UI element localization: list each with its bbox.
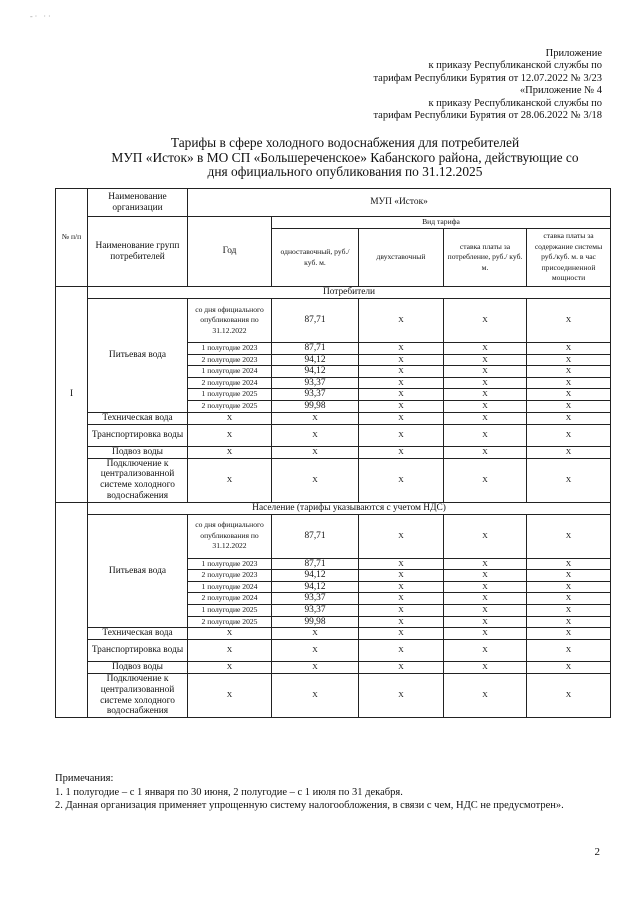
two-rate-value: X (359, 412, 444, 424)
one-rate-value: X (272, 412, 359, 424)
two-rate-value: X (359, 400, 444, 412)
consumption-value: X (444, 581, 527, 593)
one-rate-value: X (272, 458, 359, 502)
group-name: Подключение к централизованной системе холодного водоснабжения (88, 674, 188, 718)
two-rate-value: X (359, 299, 444, 343)
header-line: «Приложение № 4 (519, 85, 602, 97)
period-cell: 1 полугодие 2024 (188, 581, 272, 593)
maintenance-value: X (527, 446, 611, 458)
two-rate-value: X (359, 343, 444, 355)
consumption-value: X (444, 299, 527, 343)
maintenance-value: X (527, 570, 611, 582)
period-cell: X (188, 628, 272, 640)
one-rate-value: 93,37 (272, 593, 359, 605)
two-rate-value: X (359, 354, 444, 366)
consumption-value: X (444, 458, 527, 502)
group-name: Транспортировка воды (88, 640, 188, 662)
group-drinking-water: Питьевая вода (88, 299, 188, 413)
period-cell: 1 полугодие 2024 (188, 366, 272, 378)
section-title-row (56, 287, 611, 299)
period-cell: 2 полугодие 2024 (188, 377, 272, 389)
table-row (56, 412, 611, 424)
appendix-header (302, 48, 602, 122)
maintenance-value: X (527, 662, 611, 674)
two-rate-value: X (359, 616, 444, 628)
period-cell: 1 полугодие 2023 (188, 343, 272, 355)
maintenance-value: X (527, 299, 611, 343)
table-row (56, 640, 611, 662)
period-cell: X (188, 640, 272, 662)
consumption-value: X (444, 514, 527, 558)
maintenance-value: X (527, 604, 611, 616)
consumption-value: X (444, 400, 527, 412)
two-rate-value: X (359, 446, 444, 458)
consumption-value: X (444, 616, 527, 628)
tariff-table (55, 188, 611, 718)
maintenance-value: X (527, 377, 611, 389)
header-line: к приказу Республиканской службы по (428, 60, 602, 72)
maintenance-value: X (527, 581, 611, 593)
title-line: Тарифы в сфере холодного водоснабжения для потребителей (170, 135, 520, 150)
maintenance-value: X (527, 412, 611, 424)
period-cell: X (188, 446, 272, 458)
maintenance-value: X (527, 558, 611, 570)
table-row (56, 662, 611, 674)
consumption-value: X (444, 412, 527, 424)
consumption-value: X (444, 662, 527, 674)
maintenance-value: X (527, 593, 611, 605)
consumption-value: X (444, 446, 527, 458)
group-name: Техническая вода (88, 628, 188, 640)
maintenance-value: X (527, 458, 611, 502)
group-name: Подвоз воды (88, 446, 188, 458)
row-number (56, 502, 88, 718)
one-rate-value: X (272, 424, 359, 446)
consumption-value: X (444, 570, 527, 582)
one-rate-value: X (272, 662, 359, 674)
group-name: Техническая вода (88, 412, 188, 424)
one-rate-value: X (272, 640, 359, 662)
header-group-label: Наименование групп потребителей (88, 217, 188, 287)
table-row (56, 424, 611, 446)
maintenance-value: X (527, 389, 611, 401)
two-rate-value: X (359, 593, 444, 605)
two-rate-value: X (359, 570, 444, 582)
maintenance-value: X (527, 674, 611, 718)
period-cell: со дня официального опубликования по 31.12.2022 (188, 299, 272, 343)
one-rate-value: 94,12 (272, 366, 359, 378)
note-item: 2. Данная организация применяет упрощенную систему налогообложения, в связи с чем, НДС не предусмотрен». (55, 800, 564, 812)
two-rate-value: X (359, 389, 444, 401)
period-cell: 1 полугодие 2023 (188, 558, 272, 570)
two-rate-value: X (359, 640, 444, 662)
consumption-value: X (444, 389, 527, 401)
consumption-value: X (444, 366, 527, 378)
table-row (56, 458, 611, 502)
one-rate-value: 93,37 (272, 604, 359, 616)
maintenance-value: X (527, 343, 611, 355)
one-rate-value: 99,98 (272, 400, 359, 412)
note-item: 1. 1 полугодие – с 1 января по 30 июня, 2 полугодие – с 1 июля по 31 декабря. (55, 786, 403, 798)
consumption-value: X (444, 674, 527, 718)
period-cell: X (188, 674, 272, 718)
consumption-value: X (444, 343, 527, 355)
header-line: тарифам Республики Бурятия от 28.06.2022 № 3/18 (373, 110, 602, 122)
period-cell: 2 полугодие 2023 (188, 354, 272, 366)
period-cell: X (188, 662, 272, 674)
header-line: Приложение (545, 48, 602, 59)
section-title: Потребители (88, 287, 611, 299)
scan-mark: -· ·· (30, 12, 53, 21)
table-row (56, 446, 611, 458)
maintenance-value: X (527, 354, 611, 366)
two-rate-value: X (359, 581, 444, 593)
header-number: № п/п (56, 189, 88, 287)
period-cell: X (188, 412, 272, 424)
consumption-value: X (444, 640, 527, 662)
title-line: МУП «Исток» в МО СП «Большереченское» Кабанского района, действующие со (111, 149, 579, 165)
period-cell: со дня официального опубликования по 31.12.2022 (188, 514, 272, 558)
maintenance-value: X (527, 514, 611, 558)
period-cell: 2 полугодие 2023 (188, 570, 272, 582)
table-row (56, 514, 611, 558)
one-rate-value: 93,37 (272, 377, 359, 389)
maintenance-value: X (527, 366, 611, 378)
group-name: Подключение к централизованной системе холодного водоснабжения (88, 458, 188, 502)
header-tariff-type: Вид тарифа (272, 217, 611, 229)
header-line: тарифам Республики Бурятия от 12.07.2022 № 3/23 (373, 72, 602, 84)
period-cell: 2 полугодие 2025 (188, 400, 272, 412)
one-rate-value: 94,12 (272, 570, 359, 582)
two-rate-value: X (359, 662, 444, 674)
header-line: к приказу Республиканской службы по (428, 97, 602, 109)
consumption-value: X (444, 377, 527, 389)
group-name: Подвоз воды (88, 662, 188, 674)
one-rate-value: 87,71 (272, 514, 359, 558)
table-row (56, 674, 611, 718)
one-rate-value: 87,71 (272, 343, 359, 355)
one-rate-value: 87,71 (272, 299, 359, 343)
period-cell: X (188, 458, 272, 502)
notes-heading: Примечания: (55, 773, 114, 784)
two-rate-value: X (359, 674, 444, 718)
one-rate-value: 94,12 (272, 354, 359, 366)
document-title (85, 136, 605, 180)
maintenance-value: X (527, 400, 611, 412)
two-rate-value: X (359, 604, 444, 616)
one-rate-value: 99,98 (272, 616, 359, 628)
maintenance-value: X (527, 616, 611, 628)
table-row (56, 628, 611, 640)
one-rate-value: X (272, 674, 359, 718)
one-rate-value: 94,12 (272, 581, 359, 593)
two-rate-value: X (359, 558, 444, 570)
period-cell: 1 полугодие 2025 (188, 604, 272, 616)
two-rate-value: X (359, 377, 444, 389)
title-line: дня официального опубликования по 31.12.2025 (207, 164, 483, 180)
consumption-value: X (444, 593, 527, 605)
header-consumption-rate: ставка платы за потребление, руб./ куб. м. (444, 229, 527, 287)
header-one-rate: одноставочный, руб./ куб. м. (272, 229, 359, 287)
consumption-value: X (444, 424, 527, 446)
two-rate-value: X (359, 628, 444, 640)
period-cell: 2 полугодие 2024 (188, 593, 272, 605)
one-rate-value: X (272, 628, 359, 640)
consumption-value: X (444, 354, 527, 366)
notes (55, 772, 615, 813)
maintenance-value: X (527, 640, 611, 662)
group-name: Транспортировка воды (88, 424, 188, 446)
maintenance-value: X (527, 628, 611, 640)
period-cell: 1 полугодие 2025 (188, 389, 272, 401)
header-year: Год (188, 217, 272, 287)
two-rate-value: X (359, 366, 444, 378)
section-title-row (56, 502, 611, 514)
two-rate-value: X (359, 514, 444, 558)
period-cell: X (188, 424, 272, 446)
header-two-rate: двухставочный (359, 229, 444, 287)
header-maintenance-rate: ставка платы за содержание системы руб./куб. м. в час присоединенной мощности (527, 229, 611, 287)
group-drinking-water: Питьевая вода (88, 514, 188, 628)
row-number: I (56, 287, 88, 503)
consumption-value: X (444, 558, 527, 570)
one-rate-value: X (272, 446, 359, 458)
maintenance-value: X (527, 424, 611, 446)
header-org-name: МУП «Исток» (188, 189, 611, 217)
two-rate-value: X (359, 424, 444, 446)
section-title: Население (тарифы указываются с учетом НДС) (88, 502, 611, 514)
one-rate-value: 87,71 (272, 558, 359, 570)
consumption-value: X (444, 604, 527, 616)
header-org-label: Наименование организации (88, 189, 188, 217)
two-rate-value: X (359, 458, 444, 502)
consumption-value: X (444, 628, 527, 640)
table-row (56, 299, 611, 343)
one-rate-value: 93,37 (272, 389, 359, 401)
period-cell: 2 полугодие 2025 (188, 616, 272, 628)
page-number: 2 (594, 846, 600, 858)
